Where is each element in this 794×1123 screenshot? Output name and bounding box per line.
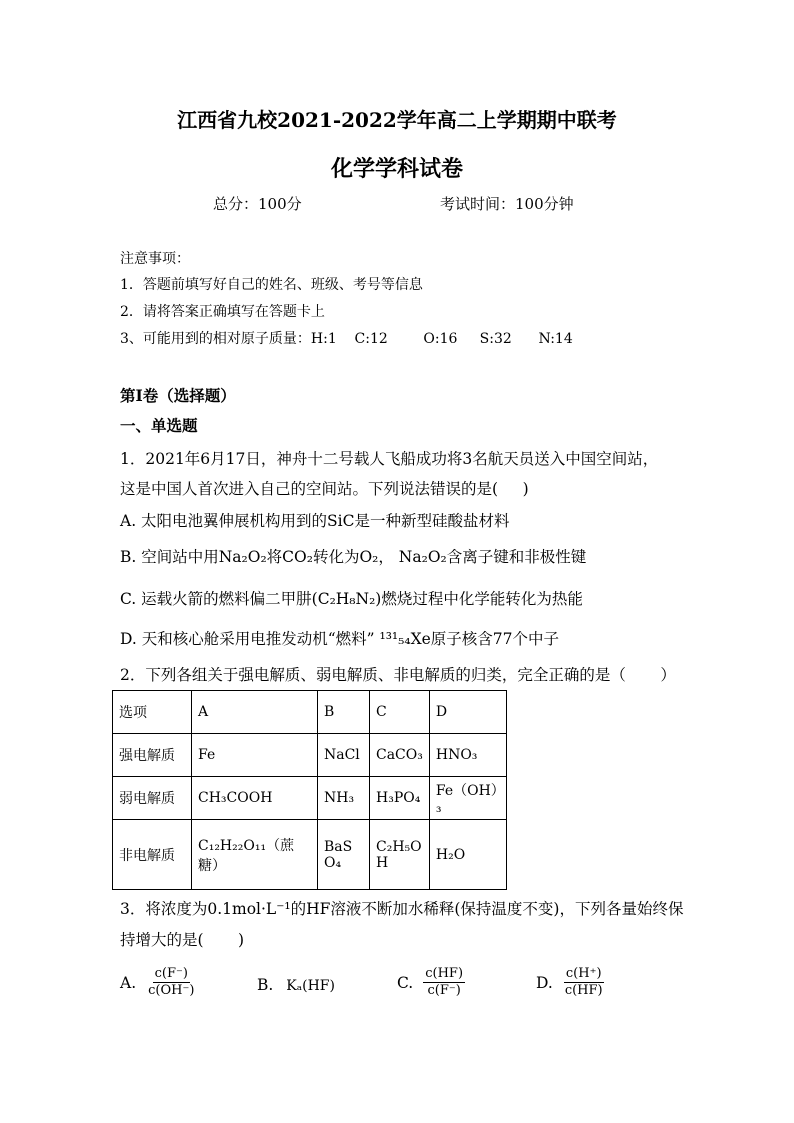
- question-3-option-b: [257, 976, 335, 994]
- question-3-stem-cont: 持增大的是( ): [120, 931, 245, 949]
- question-1-option-d: D. 天和核心舱采用电推发动机“燃料” ¹³¹₅₄Xe原子核含77个中子: [120, 630, 560, 648]
- table-cell: B: [318, 691, 370, 734]
- table-row: [113, 777, 507, 820]
- table-cell: C₁₂H₂₂O₁₁（蔗糖）: [192, 820, 318, 890]
- question-3-option-d: [536, 966, 605, 999]
- exam-time: 考试时间：100分钟: [440, 195, 574, 213]
- table-cell: Fe（OH）₃: [429, 777, 506, 820]
- question-2-stem: 2．下列各组关于强电解质、弱电解质、非电解质的归类，完全正确的是（ ）: [120, 666, 676, 684]
- electrolyte-table: [112, 690, 507, 890]
- table-row: [113, 820, 507, 890]
- section-title: 一、单选题: [120, 416, 198, 435]
- table-cell: NaCl: [318, 734, 370, 777]
- table-cell: BaSO₄: [318, 820, 370, 890]
- denominator: c(F⁻): [427, 983, 461, 998]
- table-cell: CaCO₃: [370, 734, 430, 777]
- note-item: 1．答题前填写好自己的姓名、班级、考号等信息: [120, 277, 423, 293]
- option-label: A.: [120, 973, 137, 992]
- table-cell: 非电解质: [113, 820, 192, 890]
- fraction: [146, 966, 196, 999]
- table-cell: Fe: [192, 734, 318, 777]
- question-1-option-b: B. 空间站中用Na₂O₂将CO₂转化为O₂， Na₂O₂含离子键和非极性键: [120, 548, 587, 566]
- notes-heading: 注意事项：: [120, 251, 190, 267]
- table-cell: 弱电解质: [113, 777, 192, 820]
- fraction: [423, 966, 465, 999]
- table-cell: C₂H₅OH: [370, 820, 430, 890]
- denominator: c(HF): [564, 983, 603, 998]
- question-1-stem: 1．2021年6月17日，神舟十二号载人飞船成功将3名航天员送入中国空间站，: [120, 450, 659, 468]
- table-cell: H₃PO₄: [370, 777, 430, 820]
- question-1-option-c: C. 运载火箭的燃料偏二甲肼(C₂H₈N₂)燃烧过程中化学能转化为热能: [120, 590, 583, 608]
- numerator: c(HF): [425, 966, 464, 981]
- question-3-option-c: [397, 966, 465, 999]
- table-cell: CH₃COOH: [192, 777, 318, 820]
- table-cell: C: [370, 691, 430, 734]
- exam-title: 江西省九校2021-2022学年高二上学期期中联考: [177, 108, 617, 132]
- table-row: [113, 734, 507, 777]
- question-1-stem-cont: 这是中国人首次进入自己的空间站。下列说法错误的是( ): [120, 480, 529, 498]
- table-cell: 强电解质: [113, 734, 192, 777]
- option-text: Kₐ(HF): [286, 978, 335, 994]
- total-score: 总分：100分: [213, 195, 302, 213]
- table-cell: D: [429, 691, 506, 734]
- question-3-option-a: [120, 966, 196, 999]
- option-label: D.: [536, 973, 553, 992]
- option-label: B.: [257, 976, 274, 994]
- table-cell: NH₃: [318, 777, 370, 820]
- note-item: 2．请将答案正确填写在答题卡上: [120, 304, 325, 320]
- numerator: c(H⁺): [565, 966, 602, 981]
- table-cell: HNO₃: [429, 734, 506, 777]
- question-3-stem: 3．将浓度为0.1mol·L⁻¹的HF溶液不断加水稀释(保持温度不变)，下列各量始终保: [120, 900, 684, 918]
- table-cell: 选项: [113, 691, 192, 734]
- option-label: C.: [397, 973, 414, 992]
- denominator: c(OH⁻): [148, 983, 195, 998]
- part-title: 第I卷（选择题）: [120, 386, 236, 405]
- question-1-option-a: A. 太阳电池翼伸展机构用到的SiC是一种新型硅酸盐材料: [120, 512, 510, 530]
- numerator: c(F⁻): [154, 966, 188, 981]
- table-row: [113, 691, 507, 734]
- table-cell: A: [192, 691, 318, 734]
- note-item: 3、可能用到的相对原子质量：H:1 C:12 O:16 S:32 N:14: [120, 331, 573, 347]
- subject-title: 化学学科试卷: [330, 156, 463, 182]
- fraction: [563, 966, 605, 999]
- table-cell: H₂O: [429, 820, 506, 890]
